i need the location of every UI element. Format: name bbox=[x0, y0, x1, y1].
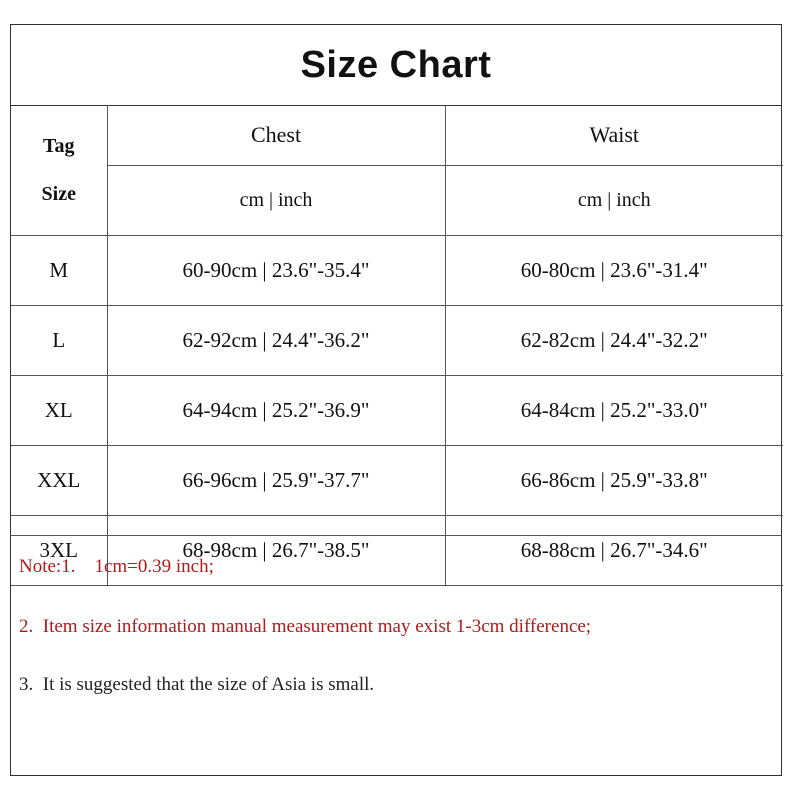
size-cell: XXL bbox=[11, 445, 107, 515]
note-2: 2. Item size information manual measurement may exist 1-3cm difference; bbox=[19, 616, 592, 637]
size-cell: M bbox=[11, 235, 107, 305]
chest-cell: 62-92cm | 24.4"-36.2" bbox=[107, 305, 445, 375]
size-cell: L bbox=[11, 305, 107, 375]
size-label: Size bbox=[41, 182, 76, 205]
waist-cell: 68-88cm | 26.7"-34.6" bbox=[445, 515, 783, 585]
size-table bbox=[11, 105, 783, 586]
tag-size-header bbox=[11, 105, 107, 235]
note-1: Note:1. 1cm=0.39 inch; bbox=[19, 556, 214, 577]
chest-unit: cm | inch bbox=[107, 165, 445, 235]
chest-header: Chest bbox=[107, 105, 445, 165]
table-row bbox=[11, 235, 783, 305]
waist-cell: 60-80cm | 23.6"-31.4" bbox=[445, 235, 783, 305]
waist-cell: 64-84cm | 25.2"-33.0" bbox=[445, 375, 783, 445]
size-cell: XL bbox=[11, 375, 107, 445]
title-row bbox=[11, 25, 781, 106]
chest-cell: 60-90cm | 23.6"-35.4" bbox=[107, 235, 445, 305]
tag-label: Tag bbox=[42, 134, 75, 157]
table-row bbox=[11, 305, 783, 375]
waist-unit: cm | inch bbox=[445, 165, 783, 235]
size-cell: 3XL bbox=[11, 515, 107, 585]
chart-title: Size Chart bbox=[300, 43, 492, 86]
notes-section bbox=[11, 535, 781, 776]
table-row bbox=[11, 375, 783, 445]
chest-cell: 68-98cm | 26.7"-38.5" bbox=[107, 515, 445, 585]
size-chart-frame bbox=[10, 24, 782, 776]
chest-cell: 64-94cm | 25.2"-36.9" bbox=[107, 375, 445, 445]
waist-cell: 66-86cm | 25.9"-33.8" bbox=[445, 445, 783, 515]
unit-row bbox=[11, 165, 783, 235]
header-row bbox=[11, 105, 783, 165]
waist-cell: 62-82cm | 24.4"-32.2" bbox=[445, 305, 783, 375]
note-3: 3. It is suggested that the size of Asia is small. bbox=[19, 674, 375, 695]
waist-header: Waist bbox=[445, 105, 783, 165]
chest-cell: 66-96cm | 25.9"-37.7" bbox=[107, 445, 445, 515]
table-row bbox=[11, 445, 783, 515]
